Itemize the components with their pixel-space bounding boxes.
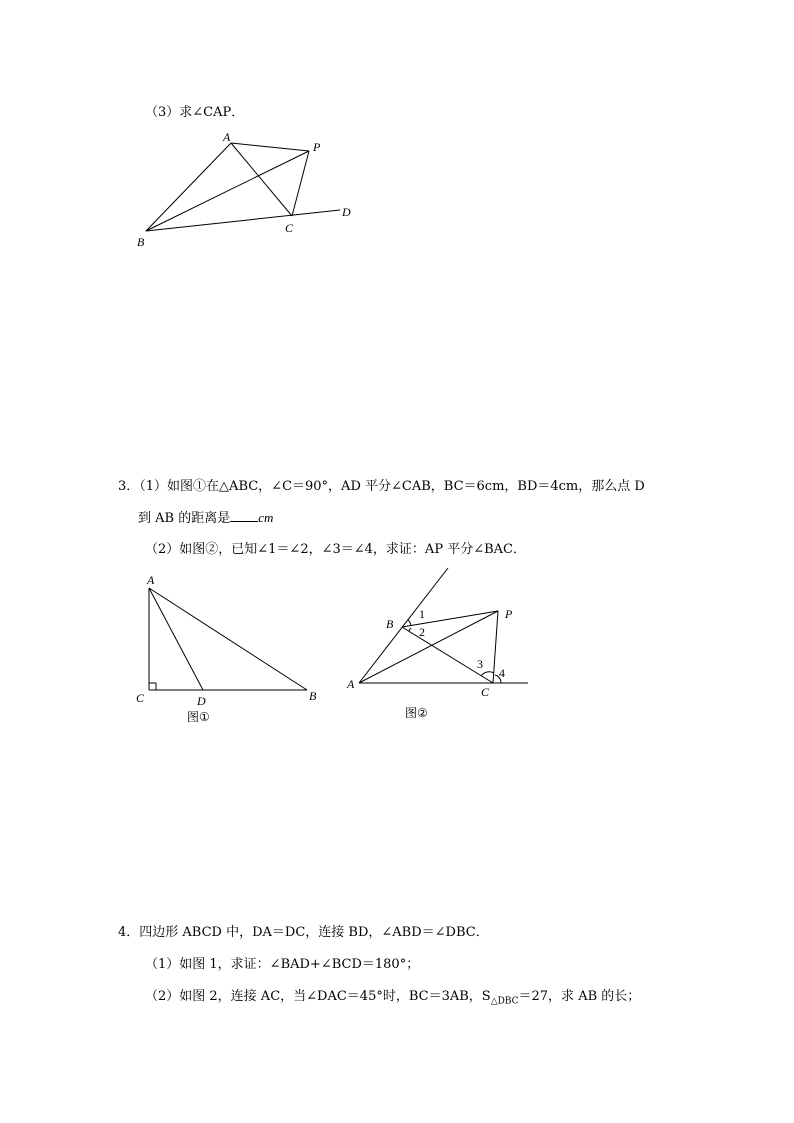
q4-number: 4． bbox=[118, 925, 140, 940]
segment-AP bbox=[231, 143, 309, 151]
q3-part2-text: （2）如图②，已知∠1＝∠2，∠3＝∠4，求证：AP 平分∠BAC． bbox=[145, 542, 526, 557]
segment-AD bbox=[149, 588, 203, 690]
fig2-angle-3: 3 bbox=[477, 657, 483, 671]
fig1-label-C: C bbox=[136, 691, 145, 705]
point-label-B: B bbox=[137, 235, 145, 249]
fig2-label-B: B bbox=[386, 617, 394, 631]
fig2-label-P: P bbox=[505, 607, 513, 621]
point-label-A: A bbox=[223, 130, 231, 144]
q4-part2-end: ＝27，求 AB 的长； bbox=[518, 989, 641, 1004]
fig1-label-A: A bbox=[147, 573, 155, 587]
q3-part1-text: （1）如图①在△ABC，∠C＝90°，AD 平分∠CAB，BC＝6cm，BD＝4cm，那么点 D bbox=[139, 479, 645, 494]
segment-AC bbox=[231, 143, 292, 216]
segment-AP bbox=[359, 611, 498, 683]
ray-AB bbox=[359, 568, 448, 683]
segment-PC bbox=[493, 611, 498, 683]
segment-BP bbox=[146, 151, 309, 231]
q4-part2-main: （2）如图 2，连接 AC，当∠DAC＝45°时，BC＝3AB，S bbox=[145, 989, 491, 1004]
point-label-D: D bbox=[342, 205, 351, 219]
fig1-caption: 图① bbox=[187, 710, 210, 724]
angle-arc-1 bbox=[408, 620, 411, 626]
fig2-angle-2: 2 bbox=[419, 625, 425, 639]
q4-part2-subscript: △DBC bbox=[490, 996, 519, 1007]
fig2-label-C: C bbox=[481, 685, 490, 699]
angle-arc-2 bbox=[409, 628, 411, 631]
point-label-C: C bbox=[285, 221, 294, 235]
q4-part1-text: （1）如图 1，求证：∠BAD+∠BCD＝180°； bbox=[145, 957, 420, 972]
answer-unit: cm bbox=[258, 510, 274, 525]
fig2-angle-4: 4 bbox=[499, 666, 505, 680]
angle-arc-3 bbox=[481, 672, 494, 676]
right-angle-mark bbox=[149, 683, 156, 690]
fig1-label-B: B bbox=[309, 689, 317, 703]
fig1-label-D: D bbox=[197, 694, 206, 708]
fig2-angle-1: 1 bbox=[419, 607, 425, 621]
fig2-label-A: A bbox=[347, 677, 355, 691]
fig2-caption: 图② bbox=[405, 706, 428, 720]
q2-figure bbox=[146, 143, 340, 231]
q4-stem: 四边形 ABCD 中，DA＝DC，连接 BD，∠ABD＝∠DBC． bbox=[139, 925, 489, 940]
ray-BD bbox=[146, 210, 340, 231]
q3-part1-continued: 到 AB 的距离是 bbox=[138, 511, 231, 526]
segment-BC bbox=[402, 627, 493, 683]
q3-number: 3． bbox=[118, 479, 140, 494]
q2-part3-text: （3）求∠CAP． bbox=[145, 105, 245, 120]
q3-figure-1 bbox=[149, 588, 307, 690]
segment-AB bbox=[149, 588, 307, 690]
segment-PC bbox=[292, 151, 309, 216]
segment-AB bbox=[146, 143, 231, 231]
point-label-P: P bbox=[313, 140, 321, 154]
